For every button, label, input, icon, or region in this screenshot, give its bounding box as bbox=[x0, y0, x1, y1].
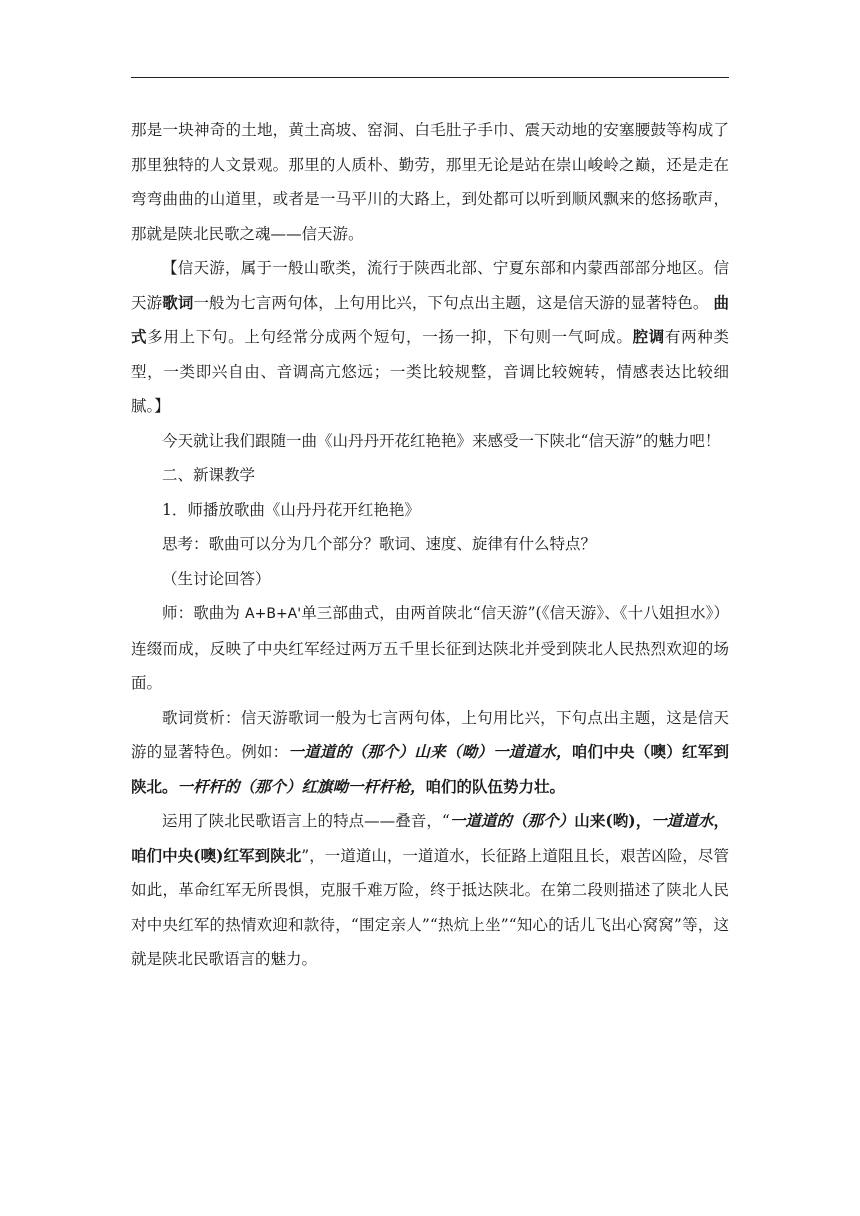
document-body bbox=[131, 113, 729, 977]
language-features-paragraph: 运用了陕北民歌语言上的特点——叠音，“一道道的（那个）山来(哟)，一道道水，咱们中央(噢)红军到陕北”，一道道山，一道道水，长征路上道阻且长，艰苦凶险，尽管如此，革命红军无所畏惧，克服千难万险，终于抵达陕北。在第二段则描述了陕北人民对中央红军的热情欢迎和款待，“围定亲人”“热炕上坐”“知心的话儿飞出心窝窝”等，这就是陕北民歌语言的魅力。 bbox=[131, 811, 729, 968]
student-discussion-note: （生讨论回答） bbox=[162, 569, 271, 588]
teacher-explanation-paragraph: 师：歌曲为 A+B+A'单三部曲式，由两首陕北“信天游”(《信天游》、《十八姐担水》）连缀而成，反映了中央红军经过两万五千里长征到达陕北并受到陕北人民热烈欢迎的场面。 bbox=[131, 604, 729, 692]
section-heading-new-lesson: 二、新课教学 bbox=[162, 466, 256, 484]
think-question: 思考：歌曲可以分为几个部分？歌词、速度、旋律有什么特点？ bbox=[162, 535, 597, 553]
header-rule bbox=[131, 77, 729, 78]
step-1-play-song: 1．师播放歌曲《山丹丹花开红艳艳》 bbox=[162, 500, 420, 519]
xintianyou-definition-paragraph: 【信天游，属于一般山歌类，流行于陕西北部、宁夏东部和内蒙西部部分地区。信天游歌词一般为七言两句体，上句用比兴，下句点出主题，这是信天游的显著特色。 曲式多用上下句。上句经常分成两个短句，一扬一抑，下句则一气呵成。腔调有两种类型，一类即兴自由、音调高亢悠远；一类比较规整，音调比较婉转，情感表达比较细腻。】 bbox=[131, 259, 729, 415]
lyrics-appreciation-paragraph: 歌词赏析：信天游歌词一般为七言两句体，上句用比兴，下句点出主题，这是信天游的显著特色。例如：一道道的（那个）山来（呦）一道道水，咱们中央（噢）红军到陕北。一杆杆的（那个）红旗呦一杆杆枪，咱们的队伍势力壮。 bbox=[131, 708, 729, 796]
transition-paragraph: 今天就让我们跟随一曲《山丹丹开花红艳艳》来感受一下陕北“信天游”的魅力吧！ bbox=[162, 431, 721, 450]
intro-paragraph: 那是一块神奇的土地，黄土高坡、窑洞、白毛肚子手巾、震天动地的安塞腰鼓等构成了那里独特的人文景观。那里的人质朴、勤劳，那里无论是站在崇山峻岭之巅，还是走在弯弯曲曲的山道里，或者是一马平川的大路上，到处都可以听到顺风飘来的悠扬歌声，那就是陕北民歌之魂——信天游。 bbox=[131, 121, 729, 243]
